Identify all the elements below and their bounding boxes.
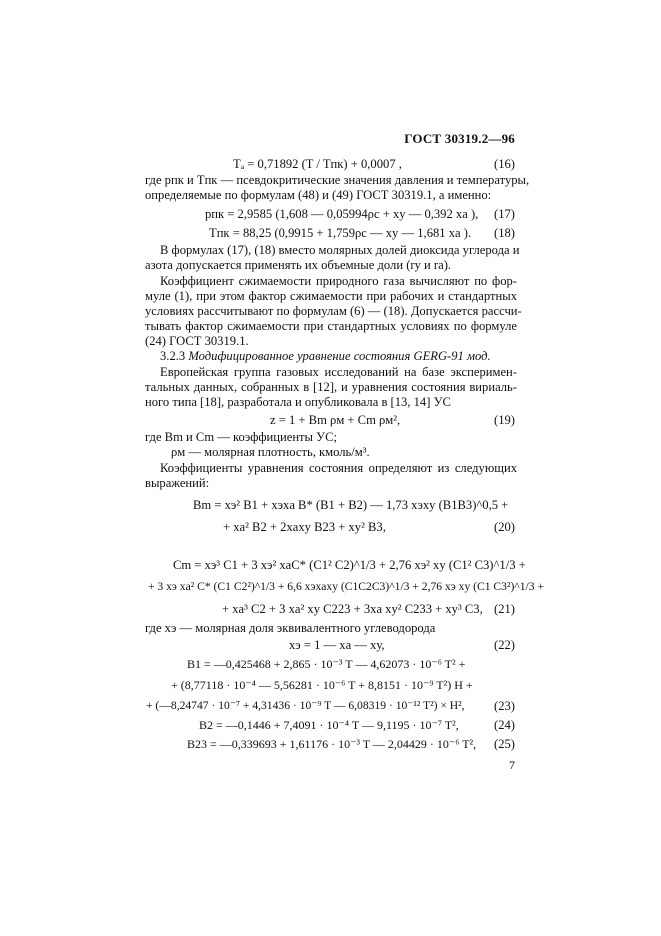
formula-21-line3: + xа³ C2 + 3 xа² xу C223 + 3xа xу² C233 + xу³ C3, — [222, 602, 483, 616]
paragraph-line: муле (1), при этом фактор сжимаемости при рабочих и стандартных — [145, 289, 517, 303]
paragraph-line: Европейская группа газовых исследований на базе эксперимен- — [160, 365, 517, 379]
formula-number: (20) — [494, 520, 515, 534]
formula-19: z = 1 + Bm ρм + Cm ρм², — [270, 413, 401, 427]
paragraph-line: где xэ — молярная доля эквивалентного углеводорода — [145, 621, 436, 635]
paragraph-line: Коэффициент сжимаемости природного газа вычисляют по фор- — [160, 274, 517, 288]
formula-17: pпк = 2,9585 (1,608 — 0,05994ρс + xу — 0,392 xа ), — [205, 207, 479, 221]
formula-23-line1: B1 = —0,425468 + 2,865 · 10⁻³ T — 4,62073 · 10⁻⁶ T² + — [187, 657, 466, 671]
formula-22: xэ = 1 — xа — xу, — [289, 638, 385, 652]
paragraph-line: определяемые по формулам (48) и (49) ГОСТ 30319.1, а именно: — [145, 188, 492, 202]
formula-20-line1: Bm = xэ² B1 + xэxа B* (B1 + B2) — 1,73 xэxу (B1B3)^0,5 + — [193, 498, 509, 512]
formula-24: B2 = —0,1446 + 7,4091 · 10⁻⁴ T — 9,1195 · 10⁻⁷ T², — [199, 718, 459, 732]
document-header: ГОСТ 30319.2—96 — [404, 131, 515, 146]
formula-25: B23 = —0,339693 + 1,61176 · 10⁻³ T — 2,04429 · 10⁻⁶ T², — [187, 737, 477, 751]
paragraph-line: Коэффициенты уравнения состояния определяют из следующих — [160, 461, 517, 475]
paragraph-line: ного типа [18], разработала и опубликовала в [13, 14] УС — [145, 395, 451, 409]
paragraph-line: выражений: — [145, 476, 210, 490]
formula-number: (16) — [494, 157, 515, 171]
formula-number: (18) — [494, 226, 515, 240]
formula-20-line2: + xа² B2 + 2xаxу B23 + xу² B3, — [223, 520, 386, 534]
paragraph-line: условиях рассчитывают по формулам (6) — (18). Допускается рассчи- — [145, 304, 522, 318]
section-title: Модифицированное уравнение состояния GERG-91 мод. — [188, 349, 491, 363]
formula-23-line3: + (—8,24747 · 10⁻⁷ + 4,31436 · 10⁻⁹ T — 6,08319 · 10⁻¹² T²) × H², — [146, 699, 465, 712]
formula-16: Tₐ = 0,71892 (T / Tпк) + 0,0007 , — [233, 157, 402, 171]
paragraph-line: где Bm и Cm — коэффициенты УС; — [145, 430, 337, 444]
paragraph-line: ρм — молярная плотность, кмоль/м³. — [171, 445, 370, 459]
formula-18: Tпк = 88,25 (0,9915 + 1,759ρс — xу — 1,681 xа ). — [209, 226, 472, 240]
formula-21-line1: Cm = xэ³ C1 + 3 xэ² xаC* (C1² C2)^1/3 + 2,76 xэ² xу (C1² C3)^1/3 + — [173, 558, 526, 572]
page-number: 7 — [509, 758, 515, 772]
formula-number: (23) — [494, 699, 515, 713]
paragraph-line: где pпк и Tпк — псевдокритические значения давления и температуры, — [145, 173, 530, 187]
formula-23-line2: + (8,77118 · 10⁻⁴ — 5,56281 · 10⁻⁶ T + 8,8151 · 10⁻⁹ T²) H + — [171, 678, 473, 692]
paragraph-line: В формулах (17), (18) вместо молярных долей диоксида углерода и — [160, 243, 520, 257]
formula-number: (19) — [494, 413, 515, 427]
paragraph-line: тывать фактор сжимаемости при стандартных условиях по формуле — [145, 319, 517, 333]
formula-number: (22) — [494, 638, 515, 652]
formula-number: (21) — [494, 602, 515, 616]
formula-number: (25) — [494, 737, 515, 751]
section-number: 3.2.3 — [160, 349, 186, 363]
paragraph-line: (24) ГОСТ 30319.1. — [145, 334, 249, 348]
formula-number: (17) — [494, 207, 515, 221]
paragraph-line: тальных данных, собранных в [12], и уравнения состояния вириаль- — [145, 380, 517, 394]
formula-number: (24) — [494, 718, 515, 732]
formula-21-line2: + 3 xэ xа² C* (C1 C2²)^1/3 + 6,6 xэxаxу (C1C2C3)^1/3 + 2,76 xэ xу (C1 C3²)^1/3 + — [148, 580, 544, 593]
section-heading — [160, 349, 517, 364]
paragraph-line: азота допускается применять их объемные доли (rу и rа). — [145, 258, 452, 272]
